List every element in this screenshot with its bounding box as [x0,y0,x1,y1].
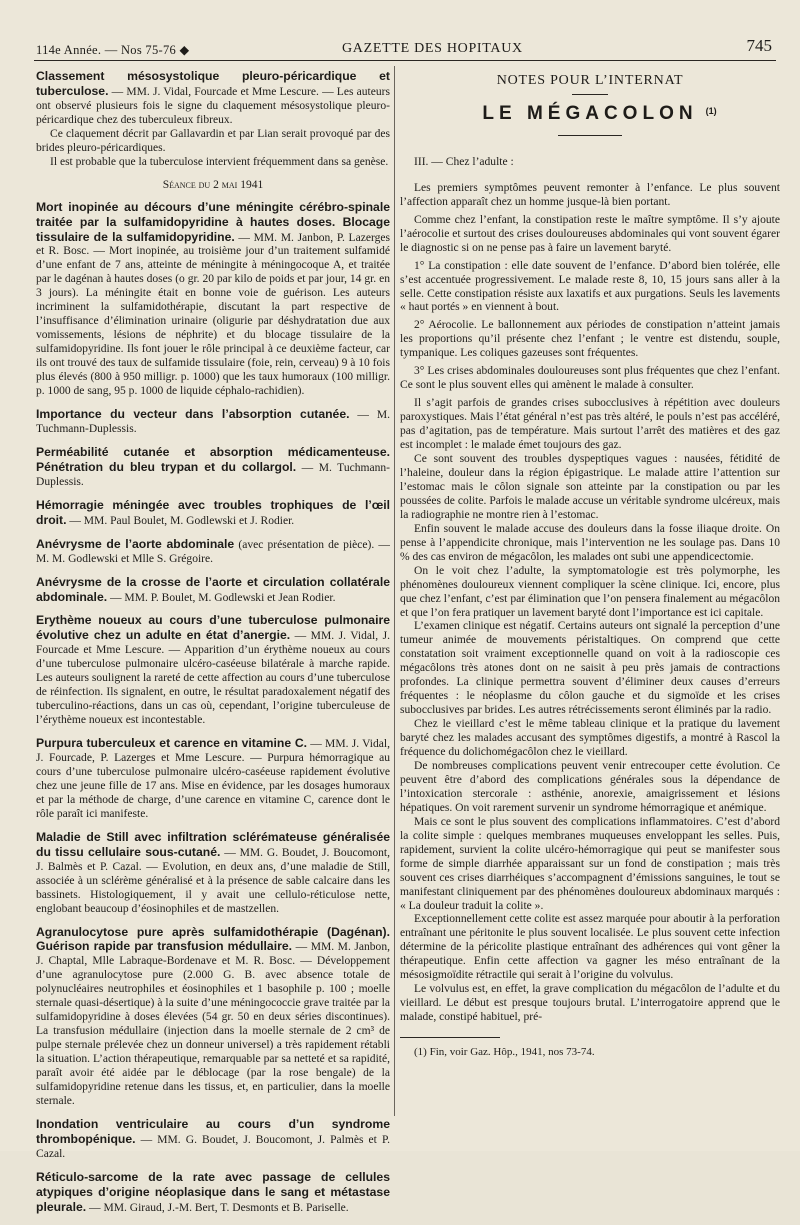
article-paragraph: Les premiers symptômes peuvent remonter à l’enfance. Le plus souvent l’affection apparaît chez un homme jusque-là bien portant. [400,181,780,208]
report-title: Anévrysme de l’aorte abdominale [36,536,235,551]
article-title-text: LE MÉGACOLON [482,102,698,124]
article-paragraph: Comme chez l’enfant, la constipation reste le maître symptôme. Il s’y ajoute l’aérocolie et surtout des crises douloureuses abdominales qui vont souvent égarer le diagnostic si on ne pense pas à faire un lavement baryté. [400,213,780,254]
header-rule [34,60,776,61]
report-body: — MM. J. Vidal, J. Fourcade et Mme Lescure. — Apparition d’un érythème noueux au cours d’une tuberculose pulmonaire ulcéro-caséeuse bilatérale à marche rapide. Les auteurs soulignent la rareté de cette affection au cours d’une tuberculose de réinfection. Ils signalent, en outre, le résultat paradoxalement négatif des tuberculino-réactions, dans un cas où, cependant, l’origine tuberculeuse de l’érythème noueux est incontestable. [36,630,390,727]
report-item [36,201,390,399]
report-body: — MM. Paul Boulet, M. Godlewski et J. Rodier. [66,514,295,527]
journal-title: GAZETTE DES HOPITAUX [342,41,523,56]
rubric-rule [572,94,608,95]
report-item [36,70,390,170]
page-header [36,36,772,60]
report-body: (avec présentation de pièce). — M. M. Godlewski et Mlle S. Grégoire. [36,538,390,565]
left-column [36,70,390,1225]
report-title: Mort inopinée au décours d’une méningite cérébro-spinale traitée par la sulfamidopyridine à hautes doses. Blocage tissulaire de la sulfamidopyridine. [36,199,390,244]
report-body: — MM. M. Janbon, J. Chaptal, Mlle Labraque-Bordenave et M. R. Bosc. — Développement d’une agranulocytose pure (2.000 G. B. avec absence totale de polynucléaires neutrophiles et éosinophiles et 1 basophile p. 100 ; moelle sternale quasi-désertique) à la suite d’une méningococcie grave traitée par la sulfamidopyridine à doses élevées (54 gr. 50 en deux séries discontinues). La transfusion médullaire (injection dans la moelle sternale de 2 cm³ de pulpe sternale prélevée chez un donneur universel) a très rapidement rétabli la situation. L’action thérapeutique, remarquable par sa netteté et sa rapidité, paraît avoir été aidée par le déblocage (par la rose bengale) de la sulfamidopyridine retenue dans les tissus, et, en particulier, dans la moelle sternale. [36,941,390,1107]
right-column [400,70,780,1060]
report-body: — MM. P. Boulet, M. Godlewski et Jean Rodier. [107,591,336,604]
report-body: — MM. J. Vidal, Fourcade et Mme Lescure. — Les auteurs ont observé plusieurs fois le signe du claquement mésosystolique pleuro-péricardique chez des tuberculeux fibreux. [36,85,390,126]
report-body: — MM. Giraud, J.-M. Bert, T. Desmonts et B. Pariselle. [86,1201,349,1214]
report-item [36,408,390,437]
article-paragraph: De nombreuses complications peuvent venir entrecouper cette évolution. Ce peuvent être d’abord des complications générales sous la dépendance de l’intoxication stercorale : asthénie, anorexie, amaigrissement et lésions hépatiques. On voit rarement survenir un syndrome hémorragique et anémique. [400,759,780,814]
report-body: — MM. M. Janbon, P. Lazerges et R. Bosc. — Mort inopinée, au troisième jour d’un traitement sulfamidé d’une enfant de 7 ans, atteinte de méningite à méningocoque A, et traitée par le dagénan à hautes doses (o gr. 20 par kilo de poids et par jour, 14 gr. en 3 jours). La méningite était en bonne voie de guérison. Les auteurs incriminent la sulfamidothérapie, discutant la part respective de l’insuffisance d’élimination urinaire (oligurie par déshydratation due aux vomissements, lésions de néphrite) et du blocage tissulaire de la sulfamidopyridine. Ils font jouer le rôle principal à ce deuxième facteur, car ils ont trouvé des taux de sulfamide tissulaire (foie, rein, cerveau) 9 à 10 fois plus élevés (800 à 950 milligr. p. 1000) que les taux humoraux (100 milligr. p. 1000 de sang, 95 p. 1000 de liquide céphalo-rachidien). [36,231,390,398]
footnote-rule [400,1037,500,1038]
report-item [36,614,390,728]
article-paragraph: Mais ce sont le plus souvent des complications inflammatoires. C’est d’abord la colite simple : quelques membranes muqueuses enveloppant les selles. Puis, rapidement, survient la colite ulcéro-hémorragique qui peut se manifester sous forme de simple diarrhée apparaissant sur un fond de constipation ; mais très souvent ces crises diarrhéiques s’accompagnent d’émissions sanguines, le tout se manifestant cliniquement par des phénomènes douloureux abdominaux marqués : « La douleur traduit la colite ». [400,815,780,912]
report-item [36,831,390,917]
report-item [36,446,390,490]
report-body: — M. Tuchmann-Duplessis. [36,408,390,435]
title-footnote-mark: (1) [705,105,717,116]
article-paragraph: Enfin souvent le malade accuse des douleurs dans la fosse iliaque droite. On pense à l’appendicite chronique, mais l’intervention ne les soulage pas. Dans 10 % des cas environ de mégacôlon, les malades ont subi une appendicectomie. [400,522,780,563]
article-paragraph: 3° Les crises abdominales douloureuses sont plus fréquentes que chez l’enfant. Ce sont le plus souvent elles qui amènent le malade à consulter. [400,365,780,392]
report-title: Inondation ventriculaire au cours d’un syndrome thrombopénique. [36,1116,390,1146]
report-item [36,737,390,822]
report-body: — MM. G. Boudet, J. Boucomont, J. Palmès et P. Cazal. [36,1133,390,1160]
rubric-heading: NOTES POUR L’INTERNAT [496,73,684,88]
article-paragraph: 1° La constipation : elle date souvent de l’enfance. D’abord bien tolérée, elle s’est accentuée progressivement. Le malade reste 8, 10, 15 jours sans aller à la selle. Cette constipation résiste aux laxatifs et aux purgations. Seuls les lavements « haut portés » en viennent à bout. [400,259,780,314]
report-paragraph: Ce claquement décrit par Gallavardin et par Lian serait provoqué par des brides pleuro-péricardiques. [36,127,390,154]
report-title: Hémorragie méningée avec troubles trophiques de l’œil droit. [36,497,390,527]
report-item [36,926,390,1109]
column-divider [394,66,395,1116]
report-body: — MM. G. Boudet, J. Boucomont, J. Balmès et P. Cazal. — Evolution, en deux ans, d’une maladie de Still, associée à un sclérème généralisé et à la présence de sable calcaire dans les bassinets. Histologiquement, il y avait une cellulo-réticulose nette, englobant beaucoup d’éosinophiles et de mastzellen. [36,846,390,915]
report-title: Anévrysme de la crosse de l’aorte et circulation collatérale abdominale. [36,574,390,604]
report-body: — MM. J. Vidal, J. Fourcade, P. Lazerges et Mme Lescure. — Purpura hémorragique au cours d’une tuberculose pulmonaire ulcéro-caséeuse rapidement évolutive chez une jeune fille de 17 ans. Mise en évidence, par les dosages humoraux et par la méthode de charge, d’une carence en vitamine C, carence dont le rôle paraît ici manifeste. [36,738,390,820]
article-paragraph: Ce sont souvent des troubles dyspeptiques vagues : nausées, fétidité de l’haleine, douleur dans la région épigastrique. Le malade attire l’attention sur l’estomac mais le côlon signale son atteinte par la constipation ou par les poussées de colite. Parfois le malade accuse un véritable syndrome ulcéreux, mais la radiographie ne montre rien à l’estomac. [400,453,780,521]
article-paragraph: On le voit chez l’adulte, la symptomatologie est très polymorphe, les phénomènes douloureux viennent compliquer la scène clinique. Ici, encore, plus que chez l’enfant, c’est par élimination que l’on pensera finalement au mégacôlon et que l’on fera pratiquer un lavement baryté dont l’importance est ici capitale. [400,564,780,619]
article-title [400,102,780,124]
report-title: Maladie de Still avec infiltration sclérémateuse généralisée du tissu cellulaire sous-cutané. [36,829,390,859]
article-paragraph: Le volvulus est, en effet, la grave complication du mégacôlon de l’adulte et du vieillard. Le début est presque toujours brutal. L’interrogatoire apprend que le malade, constipé habituel, pré- [400,983,780,1024]
report-paragraph: Il est probable que la tuberculose intervient fréquemment dans sa genèse. [50,155,389,168]
title-rule [558,135,622,136]
session-heading: Séance du 2 mai 1941 [162,178,264,191]
report-title: Réticulo-sarcome de la rate avec passage de cellules atypiques d’origine néoplasique dans le sang et métastase pleurale. [36,1169,390,1214]
report-item [36,1118,390,1162]
report-title: Purpura tuberculeux et carence en vitamine C. [36,736,308,751]
article-paragraph: Il s’agit parfois de grandes crises subocclusives à répétition avec douleurs paroxystiques. Mais l’état général n’est pas très altéré, le pouls n’est pas accéléré, pas d’agitation, pas de température. Mais surtout l’arrêt des matières et des gaz est incomplet : le malade émet toujours des gaz. [400,397,780,452]
report-title: Importance du vecteur dans l’absorption cutanée. [36,406,350,421]
report-item [36,499,390,529]
report-item [36,538,390,567]
footnote: (1) Fin, voir Gaz. Hôp., 1941, nos 73-74. [414,1046,595,1059]
article-paragraph: Exceptionnellement cette colite est assez marquée pour aboutir à la perforation entraînant une péritonite le plus souvent localisée. Le plus souvent cette infection détermine de la péricolite plastique entraînant des adhérences qui vont gêner la thérapeutique. Enfin cette affection va gagner les méso entraînant de la mésosigmoïdite rétractile qui serait à l’origine du volvulus. [400,913,780,982]
report-body: — M. Tuchmann-Duplessis. [36,461,390,488]
article-paragraph: L’examen clinique est négatif. Certains auteurs ont signalé la perception d’une tumeur animée de mouvements péristaltiques. On comprend que cette constatation soit vraiment exceptionnelle quand on voit à la radioscopie ces mégacôlons très atones dont on ne saisit à peu près jamais de contractions profondes. La clinique permettra souvent d’éliminer deux causes d’erreurs fréquentes : le néoplasme du côlon gauche et du sigmoïde et les crises subocclusives par brides. Les autres rétrécissements seront éliminés par la radio. [400,620,780,717]
section-heading: III. — Chez l’adulte : [414,155,514,168]
article-paragraph: 2° Aérocolie. Le ballonnement aux périodes de constipation n’atteint jamais les proportions qu’il présente chez l’enfant ; le ventre est distendu, souple, tympanique. Les coliques gazeuses sont fréquentes. [400,319,780,360]
report-title: Perméabilité cutanée et absorption médicamenteuse. Pénétration du bleu trypan et du collargol. [36,444,390,474]
article-paragraph: Chez le vieillard c’est le même tableau clinique et la pratique du lavement baryté chez les malades accusant des symptômes digestifs, a montré à Rascol la fréquence du dolichomégacôlon chez le vieillard. [400,718,780,759]
report-title: Agranulocytose pure après sulfamidothérapie (Dagénan). Guérison rapide par transfusion médullaire. [36,924,390,954]
report-item [36,1171,390,1216]
issue-info: 114e Année. — Nos 75-76 ◆ [36,43,190,57]
report-title: Erythème noueux au cours d’une tuberculose pulmonaire évolutive chez un adulte en état d’anergie. [36,613,390,643]
report-title: Classement mésosystolique pleuro-péricardique et tuberculose. [36,69,390,98]
page-number: 745 [746,36,772,55]
report-item [36,576,390,606]
